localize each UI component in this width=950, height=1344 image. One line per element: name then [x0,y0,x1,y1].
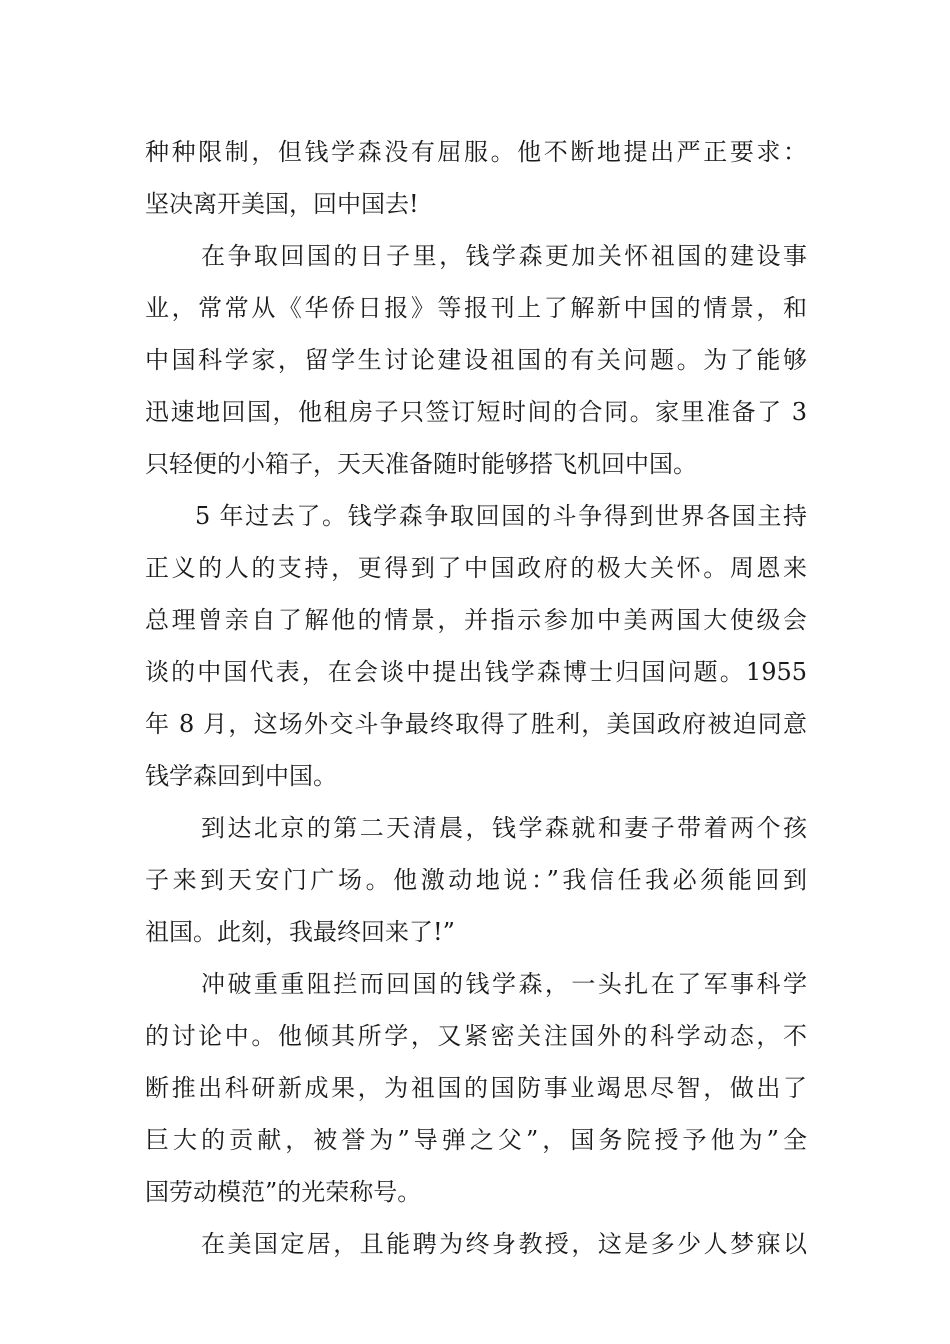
paragraph-first-line: 5 年过去了。钱学森争取回国的斗争得到世界各国主持 [195,502,807,530]
text-line: 坚决离开美国，回中国去! [145,190,419,218]
text-line: 业，常常从《华侨日报》等报刊上了解新中国的情景，和 [145,294,807,322]
text-line: 钱学森回到中国。 [145,762,337,790]
paragraph-first-line: 在争取回国的日子里，钱学森更加关怀祖国的建设事 [201,242,807,270]
text-line: 只轻便的小箱子，天天准备随时能够搭飞机回中国。 [145,450,697,478]
text-line: 巨大的贡献，被誉为”导弹之父”，国务院授予他为”全 [145,1126,807,1154]
text-line: 年 8 月，这场外交斗争最终取得了胜利，美国政府被迫同意 [145,710,807,738]
text-line: 国劳动模范”的光荣称号。 [145,1178,422,1206]
text-line: 祖国。此刻，我最终回来了!” [145,918,455,946]
text-line: 的讨论中。他倾其所学，又紧密关注国外的科学动态，不 [145,1022,807,1050]
article-body [145,126,807,1270]
text-line: 总理曾亲自了解他的情景，并指示参加中美两国大使级会 [145,606,807,634]
paragraph-first-line: 到达北京的第二天清晨，钱学森就和妻子带着两个孩 [201,814,807,842]
paragraph-first-line: 在美国定居，且能聘为终身教授，这是多少人梦寐以 [201,1230,807,1258]
text-line: 谈的中国代表，在会谈中提出钱学森博士归国问题。1955 [145,658,807,686]
text-line: 正义的人的支持，更得到了中国政府的极大关怀。周恩来 [145,554,807,582]
text-line: 中国科学家，留学生讨论建设祖国的有关问题。为了能够 [145,346,807,374]
text-line: 迅速地回国，他租房子只签订短时间的合同。家里准备了 3 [145,398,807,426]
text-line: 种种限制，但钱学森没有屈服。他不断地提出严正要求： [145,138,807,166]
text-line: 子来到天安门广场。他激动地说：”我信任我必须能回到 [145,866,807,894]
paragraph-first-line: 冲破重重阻拦而回国的钱学森，一头扎在了军事科学 [201,970,807,998]
text-line: 断推出科研新成果，为祖国的国防事业竭思尽智，做出了 [145,1074,807,1102]
